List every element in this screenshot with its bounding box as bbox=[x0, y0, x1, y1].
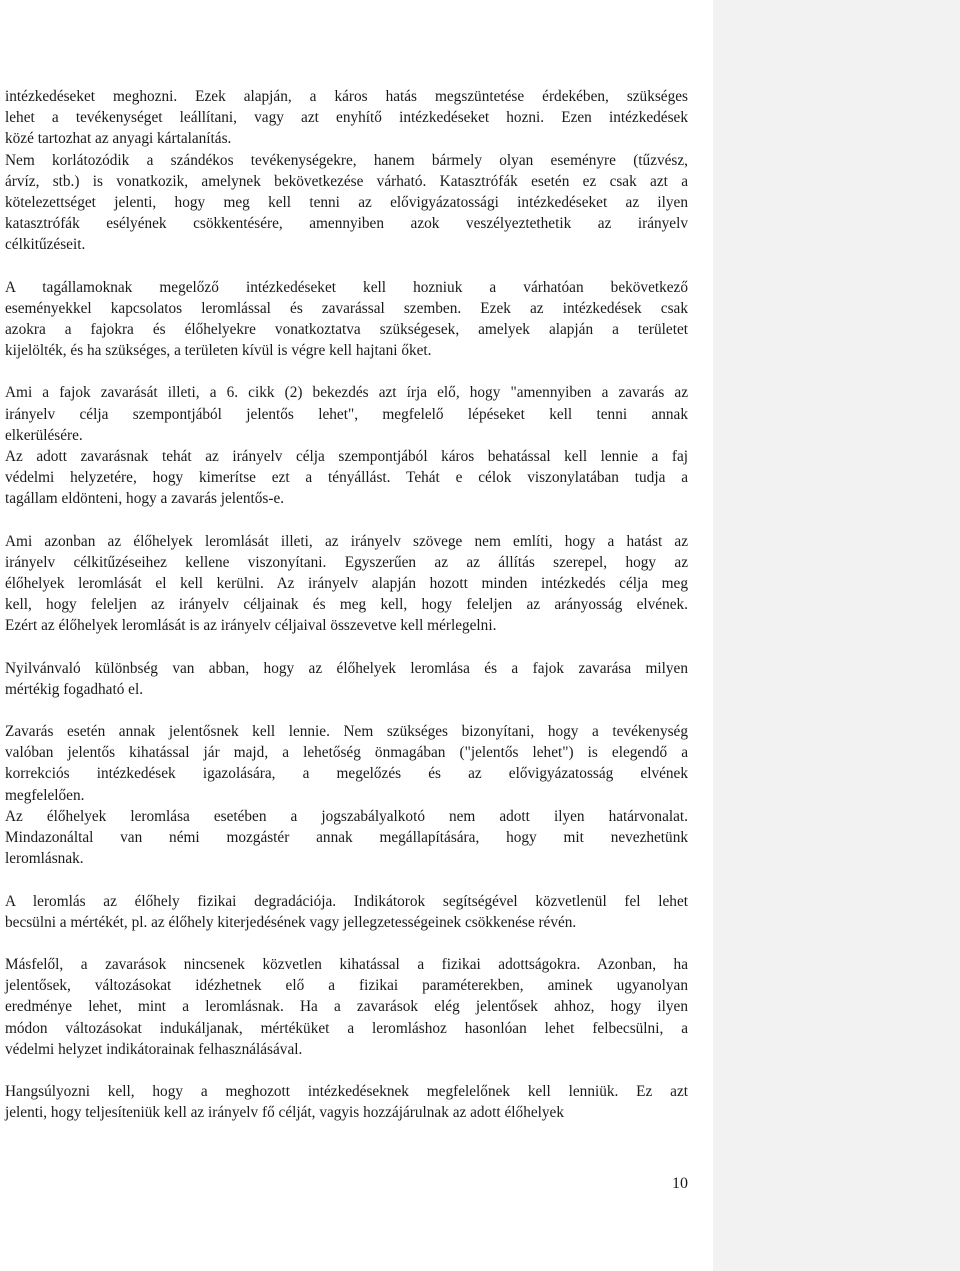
text-line: Másfelől, a zavarások nincsenek közvetlen kihatással a fizikai adottságokra. Azonban, ha bbox=[5, 955, 688, 973]
text-line: irányelv célkitűzéseihez kellene viszonyítani. Egyszerűen az az állítás szerepel, hogy az bbox=[5, 553, 688, 571]
text-line: mértékig fogadható el. bbox=[5, 680, 144, 698]
text-line: tagállam eldönteni, hogy a zavarás jelentős-e. bbox=[5, 490, 285, 508]
text-line: közé tartozhat az anyagi kártalanítás. bbox=[5, 130, 232, 148]
paragraph bbox=[5, 382, 688, 446]
paragraph bbox=[5, 1081, 688, 1123]
text-line: megfelelően. bbox=[5, 786, 85, 804]
text-line: Az adott zavarásnak tehát az irányelv célja szempontjából káros behatással kell lennie a faj bbox=[5, 448, 688, 466]
text-line: eseményekkel kapcsolatos leromlással és zavarással szemben. Ezek az intézkedések csak bbox=[5, 299, 688, 317]
text-line: kell, hogy feleljen az irányelv céljainak és meg kell, hogy feleljen az arányosság elvének. bbox=[5, 596, 688, 614]
text-line: katasztrófák esélyének csökkentésére, amennyiben azok veszélyeztethetik az irányelv bbox=[5, 215, 688, 233]
text-line: Hangsúlyozni kell, hogy a meghozott intézkedéseknek megfelelőnek kell lenniük. Ez azt bbox=[5, 1082, 688, 1100]
paragraph bbox=[5, 531, 688, 637]
paragraph bbox=[5, 806, 688, 870]
text-line: irányelv célja szempontjából jelentős lehet", megfelelő lépéseket kell tenni annak bbox=[5, 405, 688, 423]
text-line: korrekciós intézkedések igazolására, a megelőzés és az elővigyázatosság elvének bbox=[5, 765, 688, 783]
paragraph bbox=[5, 277, 688, 362]
document-body bbox=[5, 86, 688, 1123]
paragraph bbox=[5, 86, 688, 150]
text-line: elkerülésére. bbox=[5, 426, 83, 444]
right-margin-panel bbox=[713, 0, 960, 1271]
paragraph bbox=[5, 150, 688, 256]
text-line: védelmi helyzet indikátorainak felhasználásával. bbox=[5, 1040, 303, 1058]
text-line: eredménye lehet, mint a leromlásnak. Ha a zavarások elég jelentősek ahhoz, hogy ilyen bbox=[5, 998, 688, 1016]
text-line: jelenti, hogy teljesíteniük kell az irányelv fő célját, vagyis hozzájárulnak az adott élőhelyek bbox=[5, 1104, 564, 1122]
text-line: becsülni a mértékét, pl. az élőhely kiterjedésének vagy jellegzetességeinek csökkenése révén. bbox=[5, 913, 577, 931]
text-line: Nyilvánvaló különbség van abban, hogy az élőhelyek leromlása és a fajok zavarása milyen bbox=[5, 659, 688, 677]
text-line: élőhelyek leromlását el kell kerülni. Az irányelv alapján hozott minden intézkedés célja meg bbox=[5, 575, 688, 593]
text-line: Ami a fajok zavarását illeti, a 6. cikk (2) bekezdés azt írja elő, hogy "amennyiben a zavarás az bbox=[5, 384, 688, 402]
text-line: Zavarás esetén annak jelentősnek kell lennie. Nem szükséges bizonyítani, hogy a tevékenység bbox=[5, 723, 688, 741]
text-line: kijelölték, és ha szükséges, a területen kívül is végre kell hajtani őket. bbox=[5, 342, 432, 360]
text-line: jelentősek, változásokat idézhetnek elő a fizikai paraméterekben, aminek ugyanolyan bbox=[5, 977, 688, 995]
paragraph bbox=[5, 721, 688, 806]
paragraph bbox=[5, 891, 688, 933]
text-line: Ezért az élőhelyek leromlását is az irányelv céljaival összevetve kell mérlegelni. bbox=[5, 617, 497, 635]
text-line: Az élőhelyek leromlása esetében a jogszabályalkotó nem adott ilyen határvonalat. bbox=[5, 807, 688, 825]
text-line: intézkedéseket meghozni. Ezek alapján, a káros hatás megszüntetése érdekében, szükséges bbox=[5, 88, 688, 105]
text-line: A tagállamoknak megelőző intézkedéseket kell hozniuk a várhatóan bekövetkező bbox=[5, 278, 688, 296]
paragraph bbox=[5, 658, 688, 700]
text-line: kötelezettséget jelenti, hogy meg kell tenni az elővigyázatossági intézkedéseket az ilyen bbox=[5, 194, 688, 212]
text-line: árvíz, stb.) is vonatkozik, amelynek bekövetkezése várható. Katasztrófák esetén ez csak azt a bbox=[5, 172, 688, 190]
text-line: módon változásokat indukáljanak, mértéküket a leromláshoz hasonlóan lehet felbecsülni, a bbox=[5, 1019, 688, 1037]
text-line: azokra a fajokra és élőhelyekre vonatkoztatva szükségesek, amelyek alapján a területet bbox=[5, 321, 688, 339]
text-line: Ami azonban az élőhelyek leromlását illeti, az irányelv szövege nem említi, hogy a hatást az bbox=[5, 532, 688, 550]
text-line: valóban jelentős kihatással jár majd, a lehetőség önmagában ("jelentős lehet") is elegendő a bbox=[5, 744, 688, 762]
text-line: Nem korlátozódik a szándékos tevékenységekre, hanem bármely olyan eseményre (tűzvész, bbox=[5, 151, 688, 169]
text-line: Mindazonáltal van némi mozgástér annak megállapítására, hogy mit nevezhetünk bbox=[5, 829, 688, 847]
paragraph bbox=[5, 954, 688, 1060]
paragraph bbox=[5, 446, 688, 510]
text-line: leromlásnak. bbox=[5, 850, 84, 868]
page-number: 10 bbox=[672, 1175, 688, 1192]
text-line: lehet a tevékenységet leállítani, vagy azt enyhítő intézkedéseket hozni. Ezen intézkedések bbox=[5, 109, 688, 127]
text-line: védelmi helyzetére, hogy kimerítse ezt a tényállást. Tehát e célok viszonylatában tudja a bbox=[5, 469, 688, 487]
text-line: célkitűzéseit. bbox=[5, 236, 86, 254]
text-line: A leromlás az élőhely fizikai degradációja. Indikátorok segítségével közvetlenül fel lehet bbox=[5, 892, 688, 910]
